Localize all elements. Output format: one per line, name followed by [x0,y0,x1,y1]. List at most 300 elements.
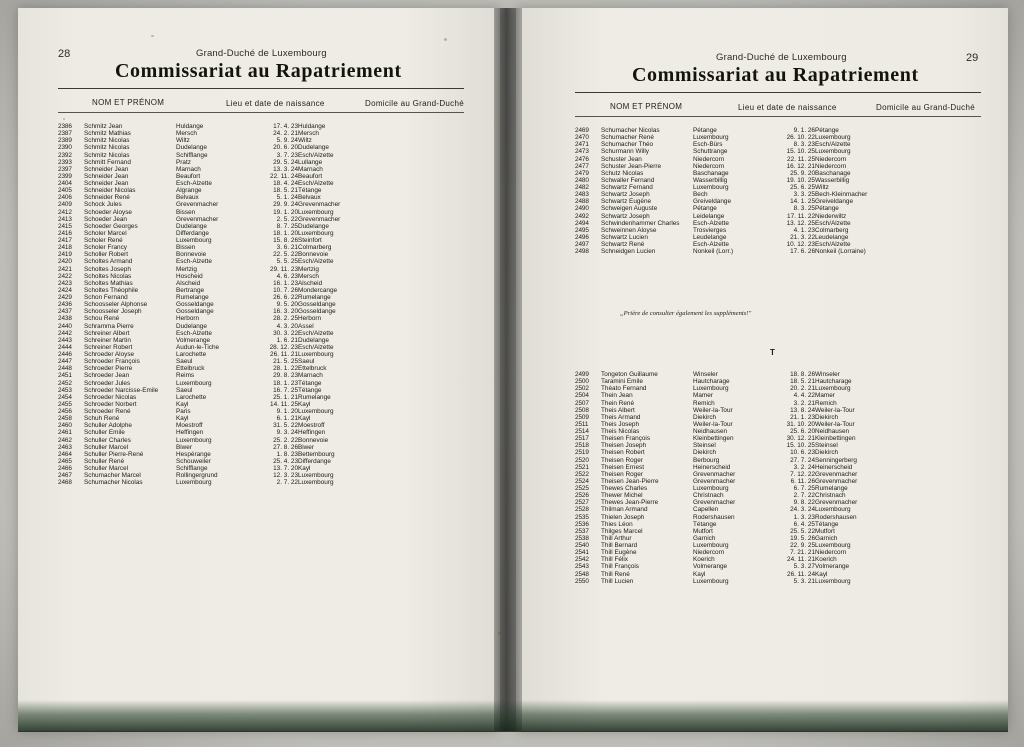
cell-num: 2413 [58,215,72,223]
cell-date: 5. 3. 21 [793,577,815,585]
cell-num: 2483 [575,191,589,199]
cell-date: 4. 6. 23 [276,272,298,280]
cell-num: 2454 [58,393,72,401]
cell-num: 2470 [575,134,589,142]
cell-name: Theis Albert [601,406,635,414]
cell-date: 26. 11. 21 [270,351,298,358]
cell-dom: Dudelange [298,222,329,230]
cell-place: Berbourg [693,456,720,464]
cell-num: 2476 [575,155,589,163]
cell-num: 2455 [58,400,72,408]
cell-dom: Hautcharage [815,378,852,386]
cell-dom: Grevenmacher [298,215,341,223]
cell-num: 2517 [575,435,589,443]
cell-place: Dudelange [176,144,207,152]
cell-place: Schouweiler [176,457,211,465]
cell-name: Théato Fernand [601,385,647,393]
cell-dom: Steinsel [815,442,838,450]
cell-num: 2421 [58,265,72,273]
cell-dom: Luxembourg [298,408,334,415]
cell-name: Schroeder Jean [84,372,130,380]
cell-dom: Nonkeil (Lorraine) [815,248,866,256]
cell-num: 2465 [58,457,72,465]
cell-place: Bonnevoie [176,251,207,259]
cell-place: Larochette [176,351,207,358]
cell-date: 18. 8. 26 [790,371,815,378]
cell-name: Schneider Jean [84,180,129,187]
cell-dom: Esch/Alzette [815,219,851,227]
cell-name: Thewer Michel [601,492,643,500]
column-header-domicile-left: Domicile au Grand-Duché [365,99,464,108]
cell-name: Theis Joseph [601,420,640,428]
cell-dom: Tétange [298,187,322,195]
cell-num: 2448 [58,365,72,373]
cell-date: 28. 1. 22 [273,365,298,373]
cell-date: 26. 10. 22 [786,134,815,142]
cell-place: Grevenmacher [176,201,219,209]
cell-dom: Mersch [298,130,319,138]
cell-name: Schou René [84,315,120,323]
cell-num: 2423 [58,279,72,287]
cell-name: Schwartz Joseph [601,212,650,220]
cell-num: 2504 [575,392,589,400]
cell-dom: Garnich [815,534,838,542]
cell-date: 25. 2. 22 [273,436,298,444]
cell-name: Schwindenhammer Charles [601,219,680,227]
cell-num: 2387 [58,130,72,138]
cell-date: 29. 8. 23 [273,372,298,380]
cell-name: Schneidgen Lucien [601,248,656,256]
cell-dom: Biwer [298,443,314,451]
cell-place: Neidhausen [693,428,728,435]
cell-name: Schmitz Jean [84,123,123,130]
cell-num: 2528 [575,506,589,514]
column-header-name-right: NOM ET PRÉNOM [610,102,683,111]
cell-date: 25. 5. 22 [790,527,815,535]
cell-dom: Greiveldange [815,198,854,206]
cell-place: Luxembourg [176,479,212,487]
cell-date: 19. 10. 25 [786,176,815,184]
cell-dom: Gosseldange [298,308,336,316]
cell-date: 2. 7. 22 [793,492,815,500]
cell-name: Scholer Marcel [84,229,127,237]
cell-place: Garnich [693,534,716,542]
cell-place: Baschanage [693,169,729,177]
cell-date: 1. 6. 21 [276,336,298,344]
cell-name: Schneider Jean [84,172,129,180]
cell-place: Bissen [176,244,196,252]
cell-num: 2467 [58,472,72,480]
cell-dom: Kayl [298,400,311,408]
cell-dom: Wiltz [298,137,312,145]
cell-name: Schumacher Nicolas [84,479,143,487]
cell-num: 2453 [58,386,72,394]
cell-dom: Mersch [298,272,319,280]
cell-dom: Tétange [298,386,322,394]
cell-place: Leidelange [693,212,725,220]
cell-dom: Luxembourg [815,385,851,393]
cell-place: Luxembourg [693,577,729,585]
cell-dom: Niederwiltz [815,212,847,220]
cell-place: Rumelange [176,294,209,301]
header-rule-right [575,116,981,117]
cell-date: 9. 3. 24 [276,429,298,437]
cell-dom: Grevenmacher [815,477,858,485]
cell-dom: Steinfort [298,237,322,244]
cell-place: Luxembourg [176,436,212,444]
cell-date: 5. 1. 24 [276,194,298,202]
cell-name: Schroeder François [84,358,140,366]
cell-place: Dudelange [176,322,207,330]
cell-place: Bech [693,191,708,199]
cell-dom: Luxembourg [815,148,851,156]
cell-dom: Ettelbruck [298,365,327,373]
cell-date: 6. 1. 21 [276,415,298,423]
cell-num: 2490 [575,205,589,213]
cell-num: 2520 [575,456,589,464]
cell-place: Herborn [176,315,200,323]
cell-date: 4. 1. 23 [793,226,815,234]
cell-place: Weiler-la-Tour [693,406,733,414]
cell-place: Esch-Bürs [693,141,723,149]
column-header-domicile-right: Domicile au Grand-Duché [876,103,975,112]
cell-date: 15. 8. 26 [273,237,298,244]
cell-dom: Neidhausen [815,428,850,435]
cell-num: 2461 [58,429,72,437]
cell-name: Schroeder Pierre [84,365,133,373]
cell-name: Schweigen Auguste [601,205,658,213]
cell-date: 1. 3. 23 [793,513,815,521]
cell-name: Schoosseler Joseph [84,308,142,316]
cell-date: 20. 2. 21 [790,385,815,393]
cell-name: Schoeder Jean [84,215,127,223]
cell-place: Biwer [176,443,192,451]
cell-date: 21. 1. 23 [790,413,815,421]
cell-dom: Bonnevoie [298,436,329,444]
cell-num: 2498 [575,248,589,256]
cell-place: Luxembourg [176,379,212,387]
cell-date: 4. 3. 20 [276,322,298,330]
cell-name: Scholler Robert [84,251,129,259]
table-row [575,249,899,256]
cell-num: 2473 [575,148,589,156]
cell-num: 2437 [58,308,72,316]
cell-dom: Bettembourg [298,450,335,458]
cell-num: 2458 [58,415,72,423]
cell-date: 9. 1. 20 [276,408,298,415]
paper-fleck [151,35,154,37]
cell-date: 17. 6. 26 [790,248,815,256]
cell-name: Scholtes Armand [84,258,133,266]
cell-date: 27. 8. 26 [273,443,298,451]
cell-name: Theisen Jean-Pierre [601,477,659,485]
cell-name: Schuller Adolphe [84,422,132,430]
cell-place: Steinsel [693,442,716,450]
cell-place: Huldange [176,123,204,130]
cell-dom: Tétange [298,379,322,387]
cell-place: Reims [176,372,195,380]
cell-place: Grevenmacher [693,477,736,485]
cell-dom: Winseler [815,371,840,378]
cell-name: Schneider René [84,194,130,202]
cell-date: 1. 8. 23 [276,450,298,458]
cell-num: 2511 [575,420,589,428]
cell-name: Thill Arthur [601,534,632,542]
cell-date: 17. 11. 22 [787,212,815,220]
cell-dom: Niedercorn [815,162,847,170]
cell-num: 2390 [58,144,72,152]
cell-place: Algrange [176,187,202,195]
cell-place: Schuttrange [693,148,728,156]
cell-dom: Mondercange [298,286,338,294]
cell-dom: Leudelange [815,233,849,241]
cell-date: 25. 6. 25 [790,184,815,191]
cell-place: Differdange [176,229,209,237]
folio-right: 29 [966,52,979,64]
cell-num: 2522 [575,470,589,478]
cell-dom: Colmarberg [298,244,332,252]
cell-dom: Luxembourg [298,229,334,237]
cell-dom: Kayl [815,570,828,578]
cell-name: Theis Nicolas [601,428,640,435]
cell-num: 2524 [575,477,589,485]
cell-name: Schutz Nicolas [601,169,644,177]
cell-place: Gosseldange [176,301,214,309]
cell-name: Schmitz Nicolas [84,144,130,152]
cell-date: 7. 21. 21 [790,549,815,557]
cell-date: 19. 1. 20 [273,208,298,216]
cell-date: 3. 2. 21 [793,399,815,407]
cell-date: 21. 3. 22 [790,233,815,241]
cell-num: 2471 [575,141,589,149]
cell-num: 2499 [575,371,589,378]
cell-date: 19. 5. 26 [790,534,815,542]
cell-dom: Volmerange [815,563,850,571]
book-gutter [494,8,522,731]
cell-place: Esch-Alzette [176,258,212,266]
cell-dom: Grevenmacher [298,201,341,209]
cell-place: Volmerange [693,563,728,571]
cell-date: 25. 6. 20 [790,428,815,435]
cell-name: Thies Léon [601,520,633,528]
cell-num: 2537 [575,527,589,535]
cell-name: Schroeder Norbert [84,400,137,408]
cell-place: Grevenmacher [176,215,219,223]
cell-num: 2451 [58,372,72,380]
cell-date: 22. 11. 24 [270,172,298,180]
cell-date: 14. 1. 25 [790,198,815,206]
cell-dom: Baschanage [815,169,851,177]
cell-name: Schwartz Lucien [601,233,648,241]
cell-num: 2466 [58,465,72,472]
cell-place: Wiltz [176,137,190,145]
cell-name: Theisen Ernest [601,463,644,471]
cell-place: Saeul [176,386,193,394]
cell-name: Schuster Jean-Pierre [601,162,662,170]
cell-dom: Luxembourg [815,577,851,585]
cell-name: Thielen Joseph [601,513,645,521]
cell-dom: Heinerscheid [815,463,853,471]
paper-fleck [444,38,447,41]
cell-place: Luxembourg [693,184,729,191]
cell-place: Hautcharage [693,378,730,386]
cell-dom: Tétange [815,520,839,528]
cell-dom: Kleinbettingen [815,435,856,443]
cell-dom: Mutfort [815,527,835,535]
cell-place: Koerich [693,556,715,564]
cell-num: 2386 [58,123,72,130]
cell-num: 2540 [575,542,589,549]
cell-name: Schmitt Fernand [84,158,131,166]
cell-num: 2405 [58,187,72,195]
cell-dom: Luxembourg [298,479,334,487]
cell-num: 2508 [575,406,589,414]
cell-name: Schuller Pierre-René [84,450,144,458]
cell-name: Theisen Roger [601,470,643,478]
cell-name: Theisen Joseph [601,442,647,450]
cell-dom: Senningerberg [815,456,857,464]
cell-date: 30. 12. 21 [786,435,815,443]
cell-place: Larochette [176,393,207,401]
cell-name: Schneider Jean [84,165,129,173]
cell-num: 2404 [58,180,72,187]
cell-date: 9. 1. 26 [793,127,815,134]
cell-date: 22. 11. 25 [787,155,815,163]
cell-name: Thill Eugène [601,549,637,557]
cell-place: Pétange [693,205,717,213]
cell-name: Schoosseler Alphonse [84,301,148,309]
cell-date: 10. 12. 23 [786,241,815,248]
cell-date: 20. 6. 20 [273,144,298,152]
cell-num: 2392 [58,151,72,159]
cell-num: 2492 [575,212,589,220]
cell-place: Luxembourg [693,385,729,393]
cell-place: Kayl [693,570,706,578]
cell-name: Schroeder Narcisse-Emile [84,386,159,394]
cell-date: 27. 7. 24 [790,456,815,464]
cell-date: 17. 4. 23 [273,123,298,130]
cell-dom: Belvaux [298,194,321,202]
header-rule-left [58,112,464,113]
cell-dom: Herborn [298,315,322,323]
table-row [575,579,899,586]
cell-name: Thill Félix [601,556,628,564]
cell-dom: Wasserbillig [815,176,850,184]
cell-name: Schon Fernand [84,294,128,301]
cell-num: 2514 [575,428,589,435]
cell-date: 13. 3. 24 [273,165,298,173]
cell-date: 5. 9. 24 [276,137,298,145]
cell-name: Thewes Jean-Pierre [601,499,659,507]
cell-date: 26. 11. 24 [787,570,815,578]
cell-name: Thill Bernard [601,542,638,549]
cell-place: Esch-Alzette [693,219,729,227]
cell-num: 2418 [58,244,72,252]
cell-place: Heinerscheid [693,463,731,471]
cell-num: 2477 [575,162,589,170]
cell-date: 29. 11. 23 [270,265,298,273]
cell-num: 2497 [575,241,589,248]
cell-dom: Dudelange [298,144,329,152]
cell-dom: Esch/Alzette [815,241,851,248]
cell-dom: Rumelange [298,294,331,301]
kicker-left: Grand-Duché de Luxembourg [196,48,327,59]
cell-num: 2495 [575,226,589,234]
cell-dom: Luxembourg [815,542,851,549]
cell-date: 29. 5. 24 [273,158,298,166]
consult-supplements-note: „Prière de consulter également les suppléments!" [620,310,752,317]
registry-table-right-t [575,372,899,586]
cell-place: Paris [176,408,191,415]
cell-place: Christnach [693,492,724,500]
cell-name: Schuller Emile [84,429,125,437]
cell-date: 5. 5. 25 [276,258,298,266]
cell-dom: Diekirch [815,413,839,421]
cell-date: 16. 12. 21 [786,162,815,170]
cell-name: Schweinnen Aloyse [601,226,657,234]
cell-num: 2416 [58,229,72,237]
cell-num: 2443 [58,336,72,344]
cell-dom: Rodershausen [815,513,857,521]
cell-num: 2480 [575,176,589,184]
cell-dom: Mamer [815,392,835,400]
cell-name: Theisen Robert [601,449,645,457]
cell-date: 18. 1. 20 [273,229,298,237]
cell-num: 2389 [58,137,72,145]
cell-place: Hespérange [176,450,211,458]
cell-num: 2526 [575,492,589,500]
cell-num: 2525 [575,485,589,492]
cell-dom: Lullange [298,158,323,166]
cell-dom: Esch/Alzette [815,141,851,149]
cell-dom: Grevenmacher [815,470,858,478]
cell-num: 2527 [575,499,589,507]
cell-num: 2548 [575,570,589,578]
cell-name: Schumacher Marcel [84,472,141,480]
cell-name: Schmitz Nicolas [84,137,130,145]
cell-num: 2464 [58,450,72,458]
cell-name: Schmitz Mathias [84,130,131,138]
cell-date: 13. 8. 24 [790,406,815,414]
cell-name: Schuh René [84,415,120,423]
cell-date: 15. 10. 25 [786,442,815,450]
cell-name: Schreiner Robert [84,343,133,351]
cell-num: 2479 [575,169,589,177]
cell-dom: Differdange [298,457,331,465]
cell-dom: Luxembourg [298,351,334,358]
cell-date: 13. 12. 25 [786,219,815,227]
column-header-birth-right: Lieu et date de naissance [738,103,837,112]
cell-place: Remich [693,399,715,407]
cell-date: 13. 7. 20 [273,465,298,472]
cell-name: Thill François [601,563,639,571]
cell-date: 18. 5. 21 [273,187,298,195]
registry-table-right-s [575,128,899,256]
cell-name: Tongeton Guillaume [601,371,658,378]
cell-date: 9. 8. 22 [793,499,815,507]
cell-name: Theis Armand [601,413,641,421]
cell-dom: Pétange [815,205,839,213]
cell-dom: Heffingen [298,429,326,437]
cell-num: 2397 [58,165,72,173]
cell-place: Rollingergrund [176,472,218,480]
cell-name: Theisen Roger [601,456,643,464]
cell-dom: Luxembourg [298,208,334,216]
cell-name: Thill Lucien [601,577,634,585]
cell-num: 2496 [575,233,589,241]
cell-dom: Diekirch [815,449,839,457]
cell-num: 2442 [58,329,72,337]
